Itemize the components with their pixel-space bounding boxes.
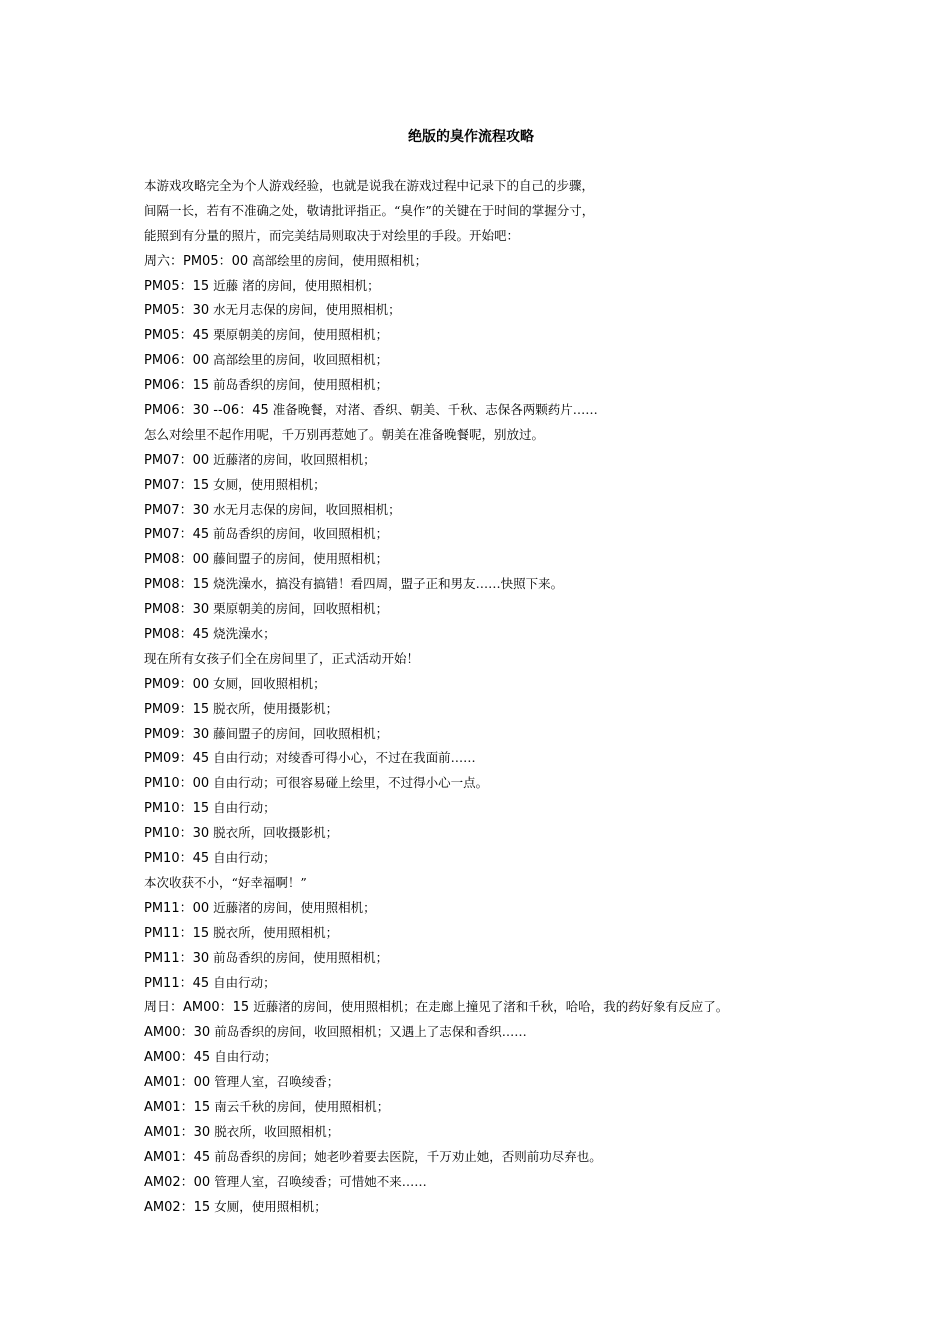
text-line bbox=[144, 995, 844, 1020]
text-line bbox=[144, 224, 844, 249]
time-stamp: PM08：15 bbox=[144, 577, 210, 593]
time-stamp: PM06：30 --06：45 bbox=[144, 403, 269, 419]
line-text: 能照到有分量的照片，而完美结局则取决于对绘里的手段。开始吧： bbox=[144, 227, 520, 243]
time-stamp: PM07：15 bbox=[144, 477, 210, 493]
text-line bbox=[144, 199, 844, 224]
time-stamp: AM00：30 bbox=[144, 1025, 211, 1041]
time-stamp: AM01：45 bbox=[144, 1149, 211, 1165]
time-stamp: PM10：45 bbox=[144, 851, 210, 867]
time-stamp: PM09：00 bbox=[144, 676, 210, 692]
time-stamp: PM09：45 bbox=[144, 751, 210, 767]
line-text: 本游戏攻略完全为个人游戏经验，也就是说我在游戏过程中记录下的自己的步骤， bbox=[144, 178, 595, 193]
text-line bbox=[144, 323, 844, 348]
text-line bbox=[144, 672, 844, 697]
text-line bbox=[144, 473, 844, 498]
text-line bbox=[144, 647, 844, 672]
text-line bbox=[144, 348, 844, 373]
time-stamp: AM01：30 bbox=[144, 1124, 211, 1140]
time-stamp: PM07：00 bbox=[144, 452, 210, 468]
line-text: 栗原朝美的房间，使用照相机； bbox=[213, 327, 389, 343]
text-line bbox=[144, 1020, 844, 1045]
line-text: 本次收获不小，“好幸福啊！” bbox=[144, 874, 307, 890]
line-text: 准备晚餐，对渚、香织、朝美、千秋、志保各两颗药片…… bbox=[272, 402, 598, 418]
text-line bbox=[144, 896, 844, 921]
line-text: 管理人室，召唤绫香； bbox=[214, 1074, 340, 1090]
time-stamp: PM10：00 bbox=[144, 776, 210, 792]
text-line bbox=[144, 597, 844, 622]
text-line bbox=[144, 971, 844, 996]
text-line bbox=[144, 373, 844, 398]
text-line bbox=[144, 697, 844, 722]
time-stamp: PM05：15 bbox=[144, 278, 210, 294]
text-line bbox=[144, 846, 844, 871]
text-line bbox=[144, 746, 844, 771]
line-text: 自由行动； bbox=[214, 1049, 277, 1065]
text-line bbox=[144, 1120, 844, 1145]
line-text: 藤间盟子的房间，回收照相机； bbox=[213, 725, 389, 741]
time-stamp: AM02：15 bbox=[144, 1199, 211, 1215]
line-text: 女厕，使用照相机； bbox=[213, 476, 326, 492]
time-stamp: PM09：30 bbox=[144, 726, 210, 742]
time-stamp: PM05：45 bbox=[144, 328, 210, 344]
line-text: 自由行动； bbox=[213, 974, 276, 990]
line-text: 前岛香织的房间；她老吵着要去医院，千万劝止她，否则前功尽弃也。 bbox=[214, 1148, 602, 1164]
line-text: 脱衣所，回收摄影机； bbox=[213, 825, 339, 841]
time-stamp: PM06：00 bbox=[144, 353, 210, 369]
time-stamp: PM06：15 bbox=[144, 378, 210, 394]
text-line bbox=[144, 522, 844, 547]
text-line bbox=[144, 921, 844, 946]
text-line bbox=[144, 572, 844, 597]
time-stamp: AM00：45 bbox=[144, 1050, 211, 1066]
line-text: 女厕，使用照相机； bbox=[214, 1198, 327, 1214]
line-text: 脱衣所，使用摄影机； bbox=[213, 700, 339, 716]
text-line bbox=[144, 622, 844, 647]
text-line bbox=[144, 946, 844, 971]
line-text: 自由行动； bbox=[213, 850, 276, 866]
text-line bbox=[144, 174, 844, 199]
time-stamp: PM07：30 bbox=[144, 502, 210, 518]
time-stamp: PM05：30 bbox=[144, 303, 210, 319]
time-stamp: PM11：30 bbox=[144, 950, 210, 966]
text-line bbox=[144, 722, 844, 747]
line-text: 前岛香织的房间，使用照相机； bbox=[213, 377, 389, 393]
text-line bbox=[144, 1170, 844, 1195]
line-text: 南云千秋的房间，使用照相机； bbox=[214, 1098, 390, 1114]
text-line bbox=[144, 1045, 844, 1070]
document-body bbox=[144, 174, 844, 1219]
line-text: 前岛香织的房间，使用照相机； bbox=[213, 949, 389, 965]
text-line bbox=[144, 298, 844, 323]
line-text: 自由行动；可很容易碰上绘里，不过得小心一点。 bbox=[213, 775, 489, 791]
line-text: 水无月志保的房间，使用照相机； bbox=[213, 302, 401, 318]
line-text: 前岛香织的房间，收回照相机；又遇上了志保和香织…… bbox=[214, 1024, 527, 1040]
text-line bbox=[144, 796, 844, 821]
text-line bbox=[144, 1070, 844, 1095]
text-line bbox=[144, 398, 844, 423]
text-line bbox=[144, 771, 844, 796]
line-text: 女厕，回收照相机； bbox=[213, 675, 326, 691]
text-line bbox=[144, 423, 844, 448]
time-stamp: AM01：00 bbox=[144, 1075, 211, 1091]
time-stamp: PM10：15 bbox=[144, 801, 210, 817]
text-line bbox=[144, 1145, 844, 1170]
line-text: 脱衣所，使用照相机； bbox=[213, 924, 339, 940]
document-title: 绝版的臭作流程攻略 bbox=[408, 129, 534, 145]
text-line bbox=[144, 498, 844, 523]
line-text: 近藤渚的房间，使用照相机； bbox=[213, 899, 376, 915]
line-text: 脱衣所，收回照相机； bbox=[214, 1123, 340, 1139]
line-text: 烧洗澡水，搞没有搞错！看四周，盟子正和男友……快照下来。 bbox=[213, 576, 564, 592]
text-line bbox=[144, 448, 844, 473]
line-text: 间隔一长，若有不准确之处，敬请批评指正。“臭作”的关键在于时间的掌握分寸， bbox=[144, 202, 595, 218]
line-text: 近藤渚的房间，使用照相机；在走廊上撞见了渚和千秋，哈哈，我的药好象有反应了。 bbox=[253, 999, 729, 1015]
text-line bbox=[144, 274, 844, 299]
line-text: 怎么对绘里不起作用呢，千万别再惹她了。朝美在准备晚餐呢，别放过。 bbox=[144, 426, 545, 442]
time-stamp: PM11：00 bbox=[144, 900, 210, 916]
line-text: 高部绘里的房间，使用照相机； bbox=[252, 252, 428, 268]
line-text: 水无月志保的房间，收回照相机； bbox=[213, 501, 401, 517]
time-stamp: AM01：15 bbox=[144, 1099, 211, 1115]
line-text: 前岛香织的房间，收回照相机； bbox=[213, 526, 389, 542]
line-text: 栗原朝美的房间，回收照相机； bbox=[213, 601, 389, 617]
line-text: 自由行动；对绫香可得小心，不过在我面前…… bbox=[213, 750, 476, 766]
time-stamp: PM11：45 bbox=[144, 975, 210, 991]
time-stamp: PM11：15 bbox=[144, 925, 210, 941]
text-line bbox=[144, 249, 844, 274]
time-stamp: 周六：PM05：00 bbox=[144, 253, 249, 269]
line-text: 近藤 渚的房间，使用照相机； bbox=[213, 277, 380, 293]
time-stamp: PM09：15 bbox=[144, 701, 210, 717]
text-line bbox=[144, 547, 844, 572]
line-text: 近藤渚的房间，收回照相机； bbox=[213, 451, 376, 467]
line-text: 烧洗澡水； bbox=[213, 626, 276, 642]
line-text: 管理人室，召唤绫香；可惜她不来…… bbox=[214, 1173, 427, 1189]
time-stamp: 周日：AM00：15 bbox=[144, 1000, 250, 1016]
text-line bbox=[144, 821, 844, 846]
line-text: 高部绘里的房间，收回照相机； bbox=[213, 352, 389, 368]
text-line bbox=[144, 1195, 844, 1220]
text-line bbox=[144, 871, 844, 896]
time-stamp: PM10：30 bbox=[144, 826, 210, 842]
line-text: 现在所有女孩子们全在房间里了，正式活动开始！ bbox=[144, 650, 420, 666]
line-text: 自由行动； bbox=[213, 800, 276, 816]
time-stamp: PM08：00 bbox=[144, 552, 210, 568]
text-line bbox=[144, 1095, 844, 1120]
line-text: 藤间盟子的房间，使用照相机； bbox=[213, 551, 389, 567]
time-stamp: PM07：45 bbox=[144, 527, 210, 543]
time-stamp: AM02：00 bbox=[144, 1174, 211, 1190]
time-stamp: PM08：30 bbox=[144, 602, 210, 618]
time-stamp: PM08：45 bbox=[144, 627, 210, 643]
